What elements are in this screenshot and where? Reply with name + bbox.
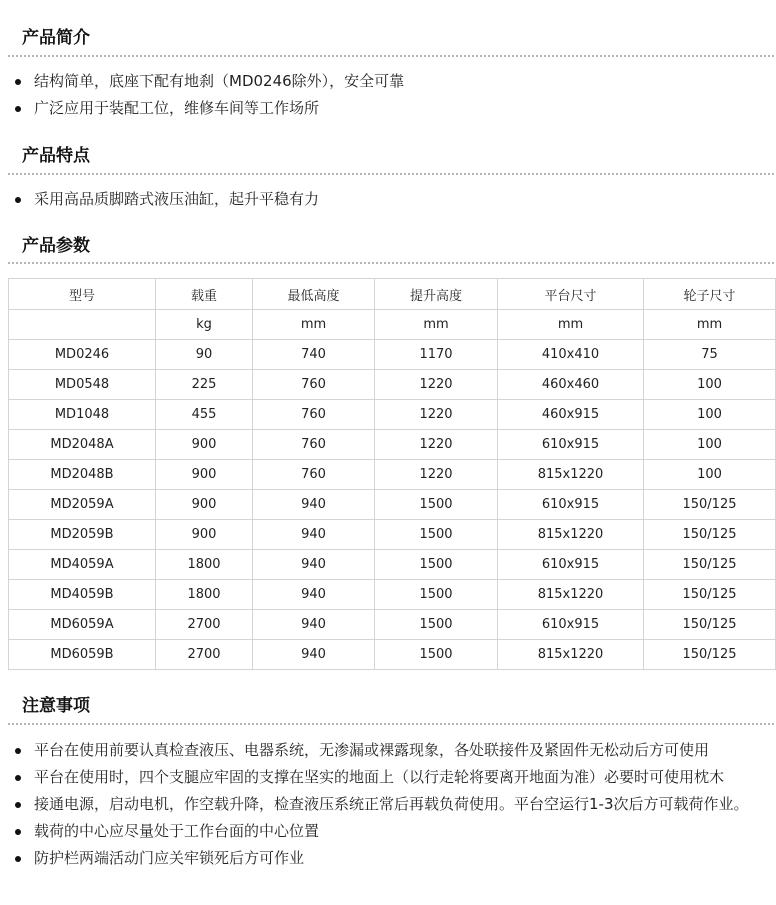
table-row	[9, 460, 776, 490]
table-row	[9, 370, 776, 400]
table-cell: 940	[253, 490, 375, 520]
table-unit-cell: mm	[253, 310, 375, 340]
table-cell: 940	[253, 640, 375, 670]
table-cell: 900	[156, 490, 253, 520]
table-cell: 100	[644, 400, 776, 430]
table-cell: 815x1220	[498, 580, 644, 610]
table-unit-cell: kg	[156, 310, 253, 340]
table-header-cell: 载重	[156, 279, 253, 310]
table-cell: 940	[253, 610, 375, 640]
table-cell: MD4059B	[9, 580, 156, 610]
params-divider	[8, 262, 774, 264]
table-unit-cell: mm	[375, 310, 498, 340]
features-list	[8, 188, 774, 215]
table-cell: 2700	[156, 610, 253, 640]
table-cell: MD2059A	[9, 490, 156, 520]
bullet-icon	[15, 856, 21, 862]
table-cell: 815x1220	[498, 520, 644, 550]
table-header-row	[9, 279, 776, 310]
table-cell: 900	[156, 430, 253, 460]
table-cell: 90	[156, 340, 253, 370]
table-cell: 1800	[156, 580, 253, 610]
table-cell: 940	[253, 520, 375, 550]
table-cell: 815x1220	[498, 460, 644, 490]
table-unit-cell: mm	[644, 310, 776, 340]
bullet-icon	[15, 829, 21, 835]
table-row	[9, 430, 776, 460]
table-cell: 760	[253, 400, 375, 430]
list-item	[8, 847, 774, 870]
intro-list	[8, 70, 774, 124]
features-divider	[8, 173, 774, 175]
intro-title: 产品简介	[22, 28, 90, 48]
table-cell: 610x915	[498, 610, 644, 640]
table-cell: 460x915	[498, 400, 644, 430]
table-cell: 740	[253, 340, 375, 370]
table-header-cell: 型号	[9, 279, 156, 310]
list-item-text: 接通电源，启动电机，作空载升降，检查液压系统正常后再载负荷使用。平台空运行1-3次后方可载荷作业。	[34, 795, 749, 813]
table-cell: 1500	[375, 580, 498, 610]
table-cell: MD6059B	[9, 640, 156, 670]
notes-divider	[8, 723, 774, 725]
bullet-icon	[15, 79, 21, 85]
table-cell: 150/125	[644, 520, 776, 550]
table-cell: MD4059A	[9, 550, 156, 580]
notes-title: 注意事项	[22, 696, 90, 716]
list-item-text: 结构简单，底座下配有地刹（MD0246除外），安全可靠	[34, 72, 405, 90]
table-cell: 1220	[375, 460, 498, 490]
bullet-icon	[15, 197, 21, 203]
table-cell: 1500	[375, 640, 498, 670]
table-cell: 150/125	[644, 490, 776, 520]
list-item	[8, 188, 774, 211]
bullet-icon	[15, 106, 21, 112]
params-title: 产品参数	[22, 236, 90, 256]
table-cell: 760	[253, 460, 375, 490]
list-item	[8, 820, 774, 843]
table-cell: 1500	[375, 490, 498, 520]
table-cell: 760	[253, 430, 375, 460]
bullet-icon	[15, 775, 21, 781]
list-item-text: 防护栏两端活动门应关牢锁死后方可作业	[34, 849, 305, 867]
table-cell: MD1048	[9, 400, 156, 430]
table-cell: MD0246	[9, 340, 156, 370]
list-item	[8, 739, 774, 762]
params-table	[8, 278, 776, 670]
table-cell: 1170	[375, 340, 498, 370]
table-cell: MD2048A	[9, 430, 156, 460]
table-cell: MD0548	[9, 370, 156, 400]
table-header-cell: 轮子尺寸	[644, 279, 776, 310]
table-row	[9, 520, 776, 550]
table-cell: 760	[253, 370, 375, 400]
table-cell: 940	[253, 580, 375, 610]
table-cell: 1800	[156, 550, 253, 580]
table-cell: 100	[644, 430, 776, 460]
table-cell: 225	[156, 370, 253, 400]
table-cell: 455	[156, 400, 253, 430]
table-cell: 460x460	[498, 370, 644, 400]
list-item-text: 采用高品质脚踏式液压油缸，起升平稳有力	[34, 190, 320, 208]
table-cell: 1500	[375, 550, 498, 580]
table-cell: 900	[156, 520, 253, 550]
table-row	[9, 610, 776, 640]
table-row	[9, 640, 776, 670]
list-item-text: 载荷的中心应尽量处于工作台面的中心位置	[34, 822, 320, 840]
table-cell: 815x1220	[498, 640, 644, 670]
list-item-text: 平台在使用时，四个支腿应牢固的支撑在坚实的地面上（以行走轮将要离开地面为准）必要时可使用枕木	[34, 768, 725, 786]
list-item	[8, 793, 774, 816]
list-item-text: 广泛应用于装配工位，维修车间等工作场所	[34, 99, 320, 117]
table-cell: 150/125	[644, 550, 776, 580]
table-cell: 100	[644, 460, 776, 490]
list-item	[8, 97, 774, 120]
table-cell: 100	[644, 370, 776, 400]
table-header-cell: 提升高度	[375, 279, 498, 310]
table-cell: 1220	[375, 400, 498, 430]
table-cell: MD6059A	[9, 610, 156, 640]
table-row	[9, 550, 776, 580]
table-unit-cell: mm	[498, 310, 644, 340]
table-cell: 1500	[375, 610, 498, 640]
list-item-text: 平台在使用前要认真检查液压、电器系统，无渗漏或裸露现象，各处联接件及紧固件无松动后方可使用	[34, 741, 710, 759]
table-cell: 1500	[375, 520, 498, 550]
intro-divider	[8, 55, 774, 57]
table-cell: 2700	[156, 640, 253, 670]
table-cell: 150/125	[644, 640, 776, 670]
table-cell: MD2059B	[9, 520, 156, 550]
table-cell: 610x915	[498, 430, 644, 460]
table-header-cell: 最低高度	[253, 279, 375, 310]
table-row	[9, 490, 776, 520]
notes-list	[8, 739, 774, 874]
table-row	[9, 400, 776, 430]
table-cell: 410x410	[498, 340, 644, 370]
table-cell: MD2048B	[9, 460, 156, 490]
table-cell: 75	[644, 340, 776, 370]
table-row	[9, 580, 776, 610]
table-cell: 610x915	[498, 550, 644, 580]
table-cell: 940	[253, 550, 375, 580]
table-unit-cell	[9, 310, 156, 340]
table-row	[9, 340, 776, 370]
table-cell: 1220	[375, 370, 498, 400]
table-cell: 150/125	[644, 580, 776, 610]
list-item	[8, 70, 774, 93]
bullet-icon	[15, 748, 21, 754]
list-item	[8, 766, 774, 789]
features-title: 产品特点	[22, 146, 90, 166]
bullet-icon	[15, 802, 21, 808]
table-cell: 610x915	[498, 490, 644, 520]
table-cell: 1220	[375, 430, 498, 460]
table-cell: 900	[156, 460, 253, 490]
table-cell: 150/125	[644, 610, 776, 640]
table-header-cell: 平台尺寸	[498, 279, 644, 310]
table-units-row	[9, 310, 776, 340]
